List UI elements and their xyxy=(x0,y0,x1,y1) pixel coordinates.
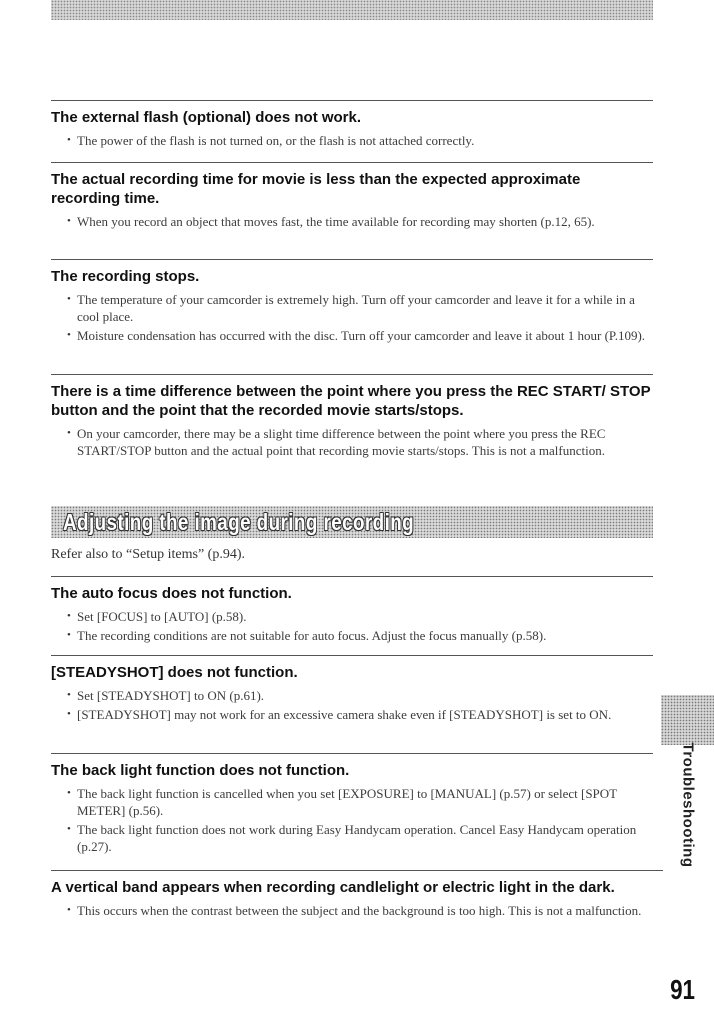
list-item: • Moisture condensation has occurred with the disc. Turn off your camcorder and leave it about 1 hour (P.109). xyxy=(67,327,653,344)
list-item: • The temperature of your camcorder is extremely high. Turn off your camcorder and leave it for a while in a cool place. xyxy=(67,291,653,325)
section-external-flash xyxy=(51,100,653,151)
section-heading: The actual recording time for movie is less than the expected approximate recording time. xyxy=(51,171,581,207)
section-time-difference xyxy=(51,374,653,461)
section-steadyshot xyxy=(51,655,653,725)
side-tab-label xyxy=(669,742,707,868)
intro-text: Refer also to “Setup items” (p.94). xyxy=(51,547,246,562)
section-auto-focus xyxy=(51,576,653,646)
section-heading: A vertical band appears when recording candlelight or electric light in the dark. xyxy=(51,879,615,896)
section-recording-time xyxy=(51,162,653,232)
list-item: • The power of the flash is not turned on, or the flash is not attached correctly. xyxy=(67,132,653,149)
section-recording-stops xyxy=(51,259,653,346)
list-item: • The back light function does not work during Easy Handycam operation. Cancel Easy Handycam operation (p.27). xyxy=(67,821,643,855)
list-item: • [STEADYSHOT] may not work for an excessive camera shake even if [STEADYSHOT] is set to ON. xyxy=(67,706,643,723)
section-heading: There is a time difference between the point where you press the REC START/ STOP button and the point that the recorded movie starts/stops. xyxy=(51,383,651,419)
section-heading: The external flash (optional) does not work. xyxy=(51,109,362,126)
section-vertical-band xyxy=(51,870,663,921)
section-heading: The back light function does not function. xyxy=(51,762,350,779)
list-item: • When you record an object that moves fast, the time available for recording may shorten (p.12, 65). xyxy=(67,213,653,230)
banner-title: Adjusting the image during recording xyxy=(63,509,415,535)
side-tab-marker xyxy=(661,695,714,745)
section-heading: The auto focus does not function. xyxy=(51,585,292,602)
list-item: • The back light function is cancelled when you set [EXPOSURE] to [MANUAL] (p.57) or select [SPOT METER] (p.56). xyxy=(67,785,643,819)
section-heading: [STEADYSHOT] does not function. xyxy=(51,664,298,681)
list-item: • Set [FOCUS] to [AUTO] (p.58). xyxy=(67,608,653,625)
section-heading: The recording stops. xyxy=(51,268,200,285)
chapter-banner xyxy=(51,506,653,538)
section-back-light xyxy=(51,753,653,857)
top-decorative-band xyxy=(51,0,653,20)
list-item: • Set [STEADYSHOT] to ON (p.61). xyxy=(67,687,643,704)
list-item: • On your camcorder, there may be a slight time difference between the point where you press the REC START/STOP button and the actual point that recording movie starts/stops. This is not a malfunction. xyxy=(67,425,653,459)
side-tab-text: Troubleshooting xyxy=(679,742,697,868)
list-item: • The recording conditions are not suitable for auto focus. Adjust the focus manually (p.58). xyxy=(67,627,653,644)
page-number: 91 xyxy=(670,974,695,1005)
list-item: • This occurs when the contrast between the subject and the background is too high. This is not a malfunction. xyxy=(67,902,643,919)
